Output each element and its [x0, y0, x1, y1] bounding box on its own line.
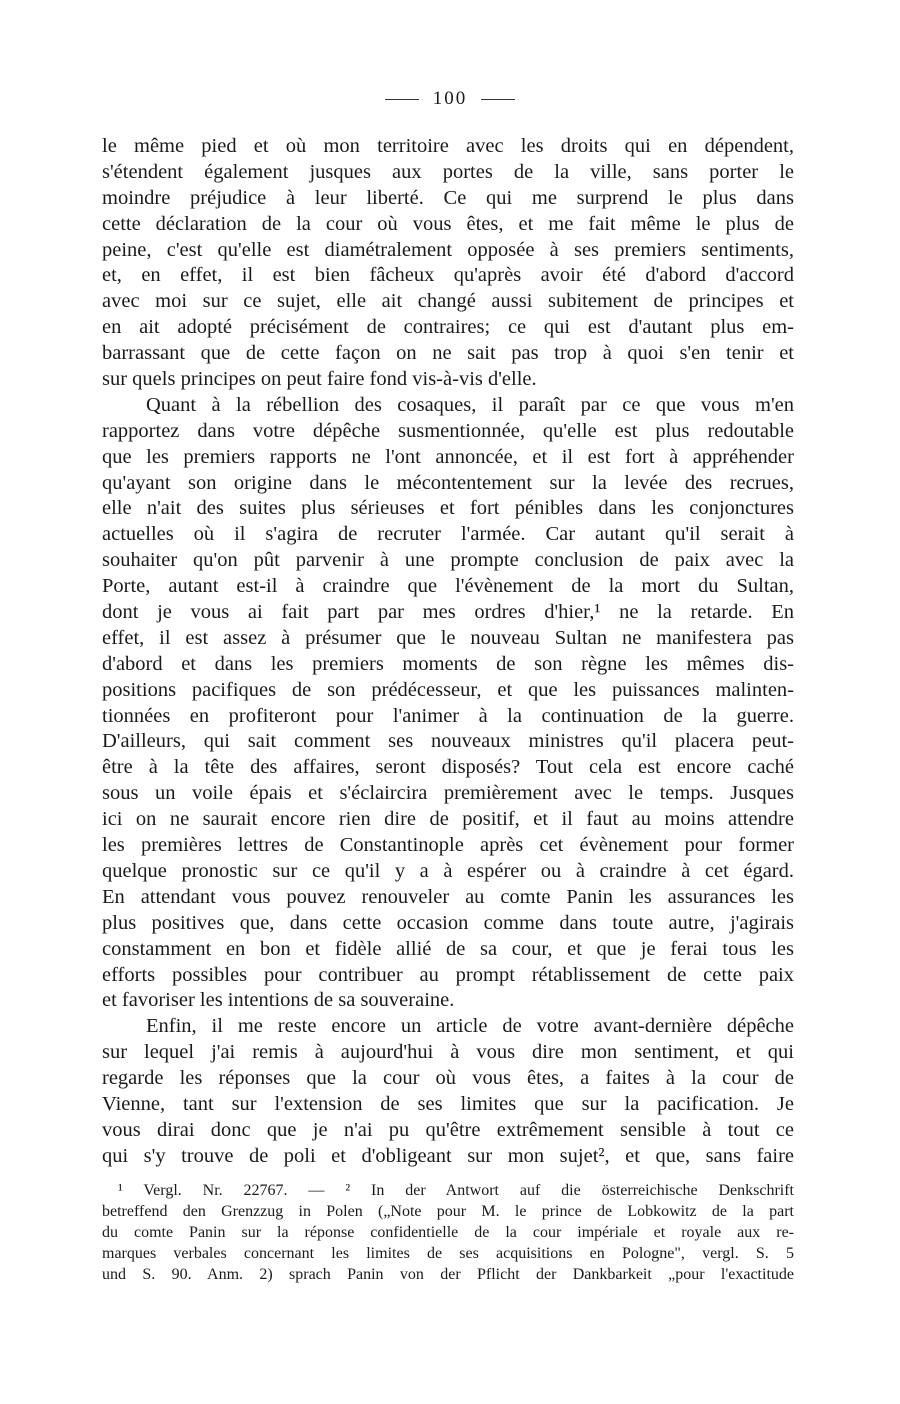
body-line: sur quels principes on peut faire fond vis-à-vis d'elle. [102, 368, 537, 391]
footnote-line: betreffend den Grenzzug in Polen („Note pour M. le prince de Lobkowitz de la part [102, 1203, 794, 1220]
body-line: qu'ayant son origine dans le mécontentement sur la levée des recrues, [102, 471, 794, 494]
body-line: cette déclaration de la cour où vous êtes, et me fait même le plus de [102, 212, 794, 235]
body-line: et favoriser les intentions de sa souveraine. [102, 989, 455, 1012]
body-line: actuelles où il s'agira de recruter l'armée. Car autant qu'il serait à [102, 523, 794, 546]
body-line: Enfin, il me reste encore un article de votre avant-dernière dépêche [146, 1015, 794, 1038]
body-line: dont je vous ai fait part par mes ordres d'hier,¹ ne la retarde. En [102, 601, 794, 624]
header-rule-left [385, 99, 419, 100]
body-line: regarde les réponses que la cour où vous êtes, a faites à la cour de [102, 1067, 794, 1090]
header-rule-right [481, 99, 515, 100]
body-line: elle n'ait des suites plus sérieuses et fort pénibles dans les conjonctures [102, 497, 794, 520]
body-line: constamment en bon et fidèle allié de sa cour, et que je ferai tous les [102, 937, 794, 960]
body-line: les premières lettres de Constantinople après cet évènement pour former [102, 834, 794, 857]
body-line: moindre préjudice à leur liberté. Ce qui me surprend le plus dans [102, 186, 794, 209]
page-header [0, 88, 900, 110]
footnote-line: marques verbales concernant les limites de ses acquisitions en Pologne", vergl. S. 5 [102, 1245, 794, 1262]
page-number: 100 [432, 88, 468, 109]
body-line: peine, c'est qu'elle est diamétralement opposée à ses premiers sentiments, [102, 238, 794, 261]
footnotes [102, 1180, 794, 1285]
body-line: en ait adopté précisément de contraires; ce qui est d'autant plus em- [102, 316, 794, 339]
body-line: et, en effet, il est bien fâcheux qu'après avoir été d'abord d'accord [102, 264, 794, 287]
body-line: En attendant vous pouvez renouveler au comte Panin les assurances les [102, 885, 794, 908]
body-line: D'ailleurs, qui sait comment ses nouveaux ministres qu'il placera peut- [102, 730, 794, 753]
body-line: que les premiers rapports ne l'ont annoncée, et il est fort à appréhender [102, 445, 794, 468]
body-line: être à la tête des affaires, seront disposés? Tout cela est encore caché [102, 756, 794, 779]
body-line: plus positives que, dans cette occasion comme dans toute autre, j'agirais [102, 911, 794, 934]
body-line: positions pacifiques de son prédécesseur, et que les puissances malinten- [102, 678, 794, 701]
footnote-line: du comte Panin sur la réponse confidentielle de la cour impériale et royale aux re- [102, 1224, 794, 1241]
footnote-line: ¹ Vergl. Nr. 22767. — ² In der Antwort auf die österreichische Denkschrift [118, 1182, 794, 1199]
body-line: souhaiter qu'on pût parvenir à une prompte conclusion de paix avec la [102, 549, 794, 572]
body-line: Vienne, tant sur l'extension de ses limites que sur la pacification. Je [102, 1092, 794, 1115]
body-line: tionnées en profiteront pour l'animer à la continuation de la guerre. [102, 704, 794, 727]
body-line: Porte, autant est-il à craindre que l'évènement de la mort du Sultan, [102, 575, 794, 598]
body-line: Quant à la rébellion des cosaques, il paraît par ce que vous m'en [146, 393, 794, 416]
body-line: vous dirai donc que je n'ai pu qu'être extrêmement sensible à tout ce [102, 1118, 794, 1141]
body-line: ici on ne saurait encore rien dire de positif, et il faut au moins attendre [102, 808, 794, 831]
body-line: effet, il est assez à présumer que le nouveau Sultan ne manifestera pas [102, 626, 794, 649]
body-line: barrassant que de cette façon on ne sait pas trop à quoi s'en tenir et [102, 342, 794, 365]
body-line: s'étendent également jusques aux portes de la ville, sans porter le [102, 160, 794, 183]
footnote-line: und S. 90. Anm. 2) sprach Panin von der Pflicht der Dankbarkeit „pour l'exactitude [102, 1266, 794, 1283]
body-line: qui s'y trouve de poli et d'obligeant sur mon sujet², et que, sans faire [102, 1144, 794, 1167]
body-line: le même pied et où mon territoire avec les droits qui en dépendent, [102, 135, 794, 157]
body-line: avec moi sur ce sujet, elle ait changé aussi subitement de principes et [102, 290, 794, 313]
body-line: sur lequel j'ai remis à aujourd'hui à vous dire mon sentiment, et qui [102, 1041, 794, 1064]
body-line: rapportez dans votre dépêche susmentionnée, qu'elle est plus redoutable [102, 419, 794, 442]
body-line: d'abord et dans les premiers moments de son règne les mêmes dis- [102, 652, 794, 675]
body-text [102, 134, 794, 1170]
body-line: sous un voile épais et s'éclaircira premièrement avec le temps. Jusques [102, 782, 794, 805]
body-line: efforts possibles pour contribuer au prompt rétablissement de cette paix [102, 963, 794, 986]
body-line: quelque pronostic sur ce qu'il y a à espérer ou à craindre à cet égard. [102, 859, 794, 882]
